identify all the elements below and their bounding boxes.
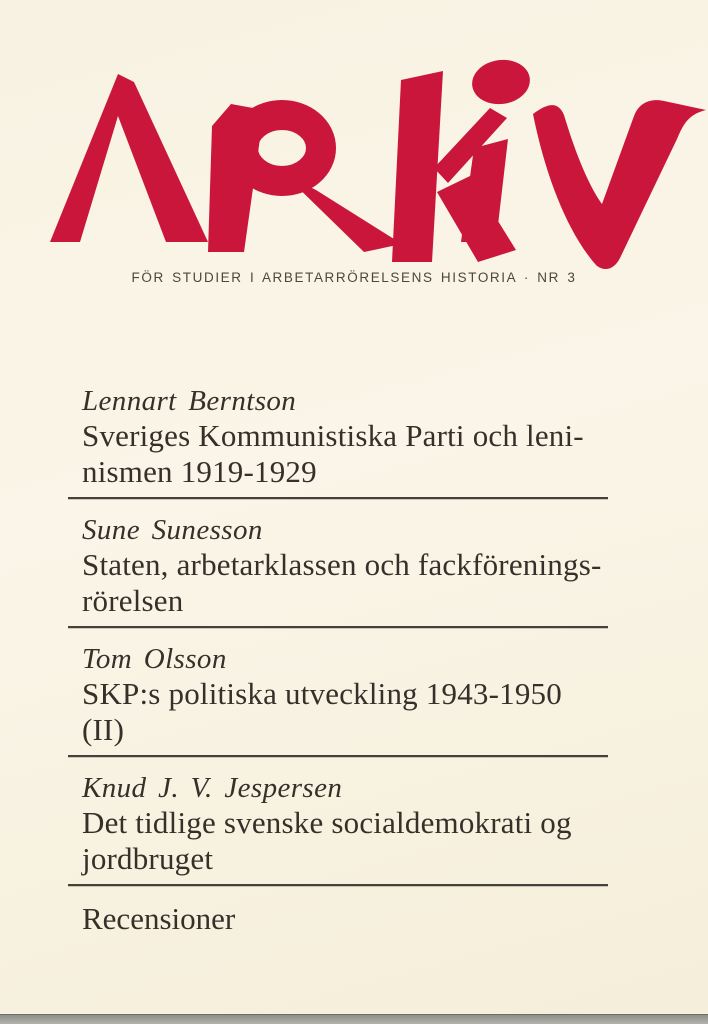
toc-entry bbox=[68, 643, 608, 757]
toc-entry bbox=[68, 772, 608, 886]
toc-divider bbox=[68, 884, 608, 886]
scan-edge-bottom bbox=[0, 1014, 708, 1024]
toc-author: Tom Olsson bbox=[82, 643, 227, 675]
table-of-contents bbox=[68, 385, 608, 937]
toc-title-line: jordbruget bbox=[82, 841, 214, 876]
toc-entry bbox=[68, 514, 608, 628]
toc-author: Knud J. V. Jespersen bbox=[82, 772, 343, 804]
toc-recensioner: Recensioner bbox=[82, 901, 236, 936]
journal-tagline: FÖR STUDIER I ARBETARRÖRELSENS HISTORIA · NR 3 bbox=[131, 270, 577, 285]
arkiv-logo bbox=[38, 52, 708, 302]
logo-letter-v bbox=[533, 100, 706, 269]
logo-letter-k-stem bbox=[392, 71, 443, 262]
toc-author: Sune Sunesson bbox=[82, 514, 263, 546]
toc-divider bbox=[68, 755, 608, 757]
toc-title-line: Det tidlige svenske socialdemokrati og bbox=[82, 805, 572, 840]
logo-letter-a bbox=[50, 74, 208, 242]
toc-divider bbox=[68, 626, 608, 628]
toc-title-line: nismen 1919-1929 bbox=[82, 454, 317, 489]
toc-divider bbox=[68, 497, 608, 499]
logo-letter-i-dot bbox=[469, 56, 533, 108]
logo-letter-r-leg bbox=[284, 174, 402, 252]
toc-title-line: Staten, arbetarklassen och fackförenings- bbox=[82, 547, 602, 582]
toc-entry bbox=[68, 385, 608, 499]
logo-letter-r-bowl bbox=[243, 115, 321, 181]
toc-title-line: rörelsen bbox=[82, 583, 184, 618]
logo-text bbox=[0, 0, 1, 1]
toc-title-line: Sveriges Kommunistiska Parti och leni- bbox=[82, 418, 584, 453]
toc-author: Lennart Berntson bbox=[82, 385, 297, 417]
toc-title-line: SKP:s politiska utveckling 1943-1950 (II) bbox=[82, 676, 562, 747]
